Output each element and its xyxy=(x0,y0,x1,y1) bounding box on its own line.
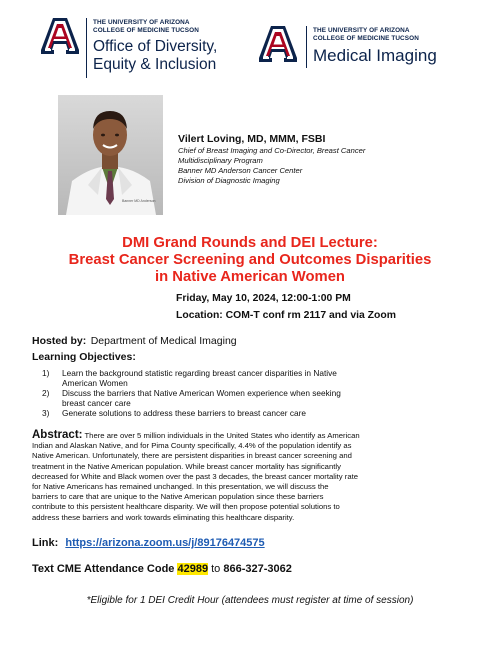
zoom-link-row xyxy=(32,537,265,549)
lecture-title-line2: Breast Cancer Screening and Outcomes Disparities xyxy=(68,252,432,268)
hosted-by-value: Department of Medical Imaging xyxy=(90,335,237,347)
logo-left-office-line2: Equity & Inclusion xyxy=(93,56,217,73)
abstract-line: for Native Americans has remained unchanged. In this presentation, we will discuss the xyxy=(32,482,329,492)
logo-divider xyxy=(306,26,307,68)
arizona-a-logo-icon xyxy=(40,17,80,55)
cme-phone: 866-327-3062 xyxy=(223,563,292,575)
zoom-link[interactable]: https://arizona.zoom.us/j/89176474575 xyxy=(65,537,265,549)
logo-divider xyxy=(86,18,87,78)
speaker-title-line: Multidisciplinary Program xyxy=(178,156,263,165)
link-label: Link: xyxy=(32,537,59,549)
cme-to: to xyxy=(211,563,221,575)
abstract xyxy=(32,430,477,523)
list-item: 2) Discuss the barriers that Native American Women experience when seeking breast cancer care xyxy=(42,388,341,408)
lecture-title-line1: DMI Grand Rounds and DEI Lecture: xyxy=(122,235,378,251)
hosted-by-label: Hosted by: xyxy=(32,335,87,347)
abstract-line: barriers to care that are unique to the Native American population since these barriers xyxy=(32,492,324,502)
arizona-a-logo-icon xyxy=(258,25,298,63)
abstract-line: decreased for White and Black women over the past 3 decades, the breast cancer mortality rate xyxy=(32,471,359,481)
abstract-line: Native American. Unfortunately, there are persistent disparities in breast cancer screening and xyxy=(32,451,352,461)
credit-footnote: *Eligible for 1 DEI Credit Hour (attendees must register at time of session) xyxy=(86,595,414,606)
list-item: 1) Learn the background statistic regarding breast cancer disparities in Native American Women xyxy=(42,368,337,388)
abstract-line: address these barriers and work towards eliminating this healthcare disparity. xyxy=(32,512,295,522)
hosted-by xyxy=(32,331,237,349)
logo-left-college: COLLEGE OF MEDICINE TUCSON xyxy=(93,27,199,34)
abstract-line: Indian and Alaskan Native, and for Pima County specifically, 4.4% of the population identify as xyxy=(32,441,352,451)
logo-right-university: THE UNIVERSITY OF ARIZONA xyxy=(313,27,410,34)
speaker-affiliation: Banner MD Anderson Cancer Center xyxy=(178,166,303,175)
speaker-name: Vilert Loving, MD, MMM, FSBI xyxy=(178,133,326,145)
speaker-photo xyxy=(58,95,163,215)
objectives-heading: Learning Objectives: xyxy=(32,351,136,363)
cme-code: 42989 xyxy=(177,563,209,575)
coat-embroidery: Banner MD Anderson xyxy=(122,199,156,203)
event-location: Location: COM-T conf rm 2117 and via Zoom xyxy=(176,310,396,321)
cme-attendance xyxy=(32,563,292,575)
objectives-list xyxy=(32,368,472,418)
abstract-line: There are over 5 million individuals in the United States who identify as American xyxy=(84,431,360,440)
speaker-division: Division of Diagnostic Imaging xyxy=(178,176,280,185)
abstract-line: treatment in the Native American population. While breast cancer mortality has significantly xyxy=(32,461,341,471)
list-item: 3) Generate solutions to address these barriers to breast cancer care xyxy=(42,408,306,418)
abstract-line: contribute to this persistent healthcare disparity. We will then propose potential solutions to xyxy=(32,502,340,512)
logo-right-department: Medical Imaging xyxy=(313,46,437,65)
lecture-title-line3: in Native American Women xyxy=(155,269,345,285)
speaker-title-line: Chief of Breast Imaging and Co-Director, Breast Cancer xyxy=(178,146,366,155)
event-date: Friday, May 10, 2024, 12:00-1:00 PM xyxy=(176,293,351,304)
logo-right-college: COLLEGE OF MEDICINE TUCSON xyxy=(313,35,419,42)
logo-left-university: THE UNIVERSITY OF ARIZONA xyxy=(93,19,190,26)
logo-left-office-line1: Office of Diversity, xyxy=(93,38,218,55)
abstract-label: Abstract: xyxy=(32,429,83,441)
cme-prefix: Text CME Attendance Code xyxy=(32,563,175,575)
